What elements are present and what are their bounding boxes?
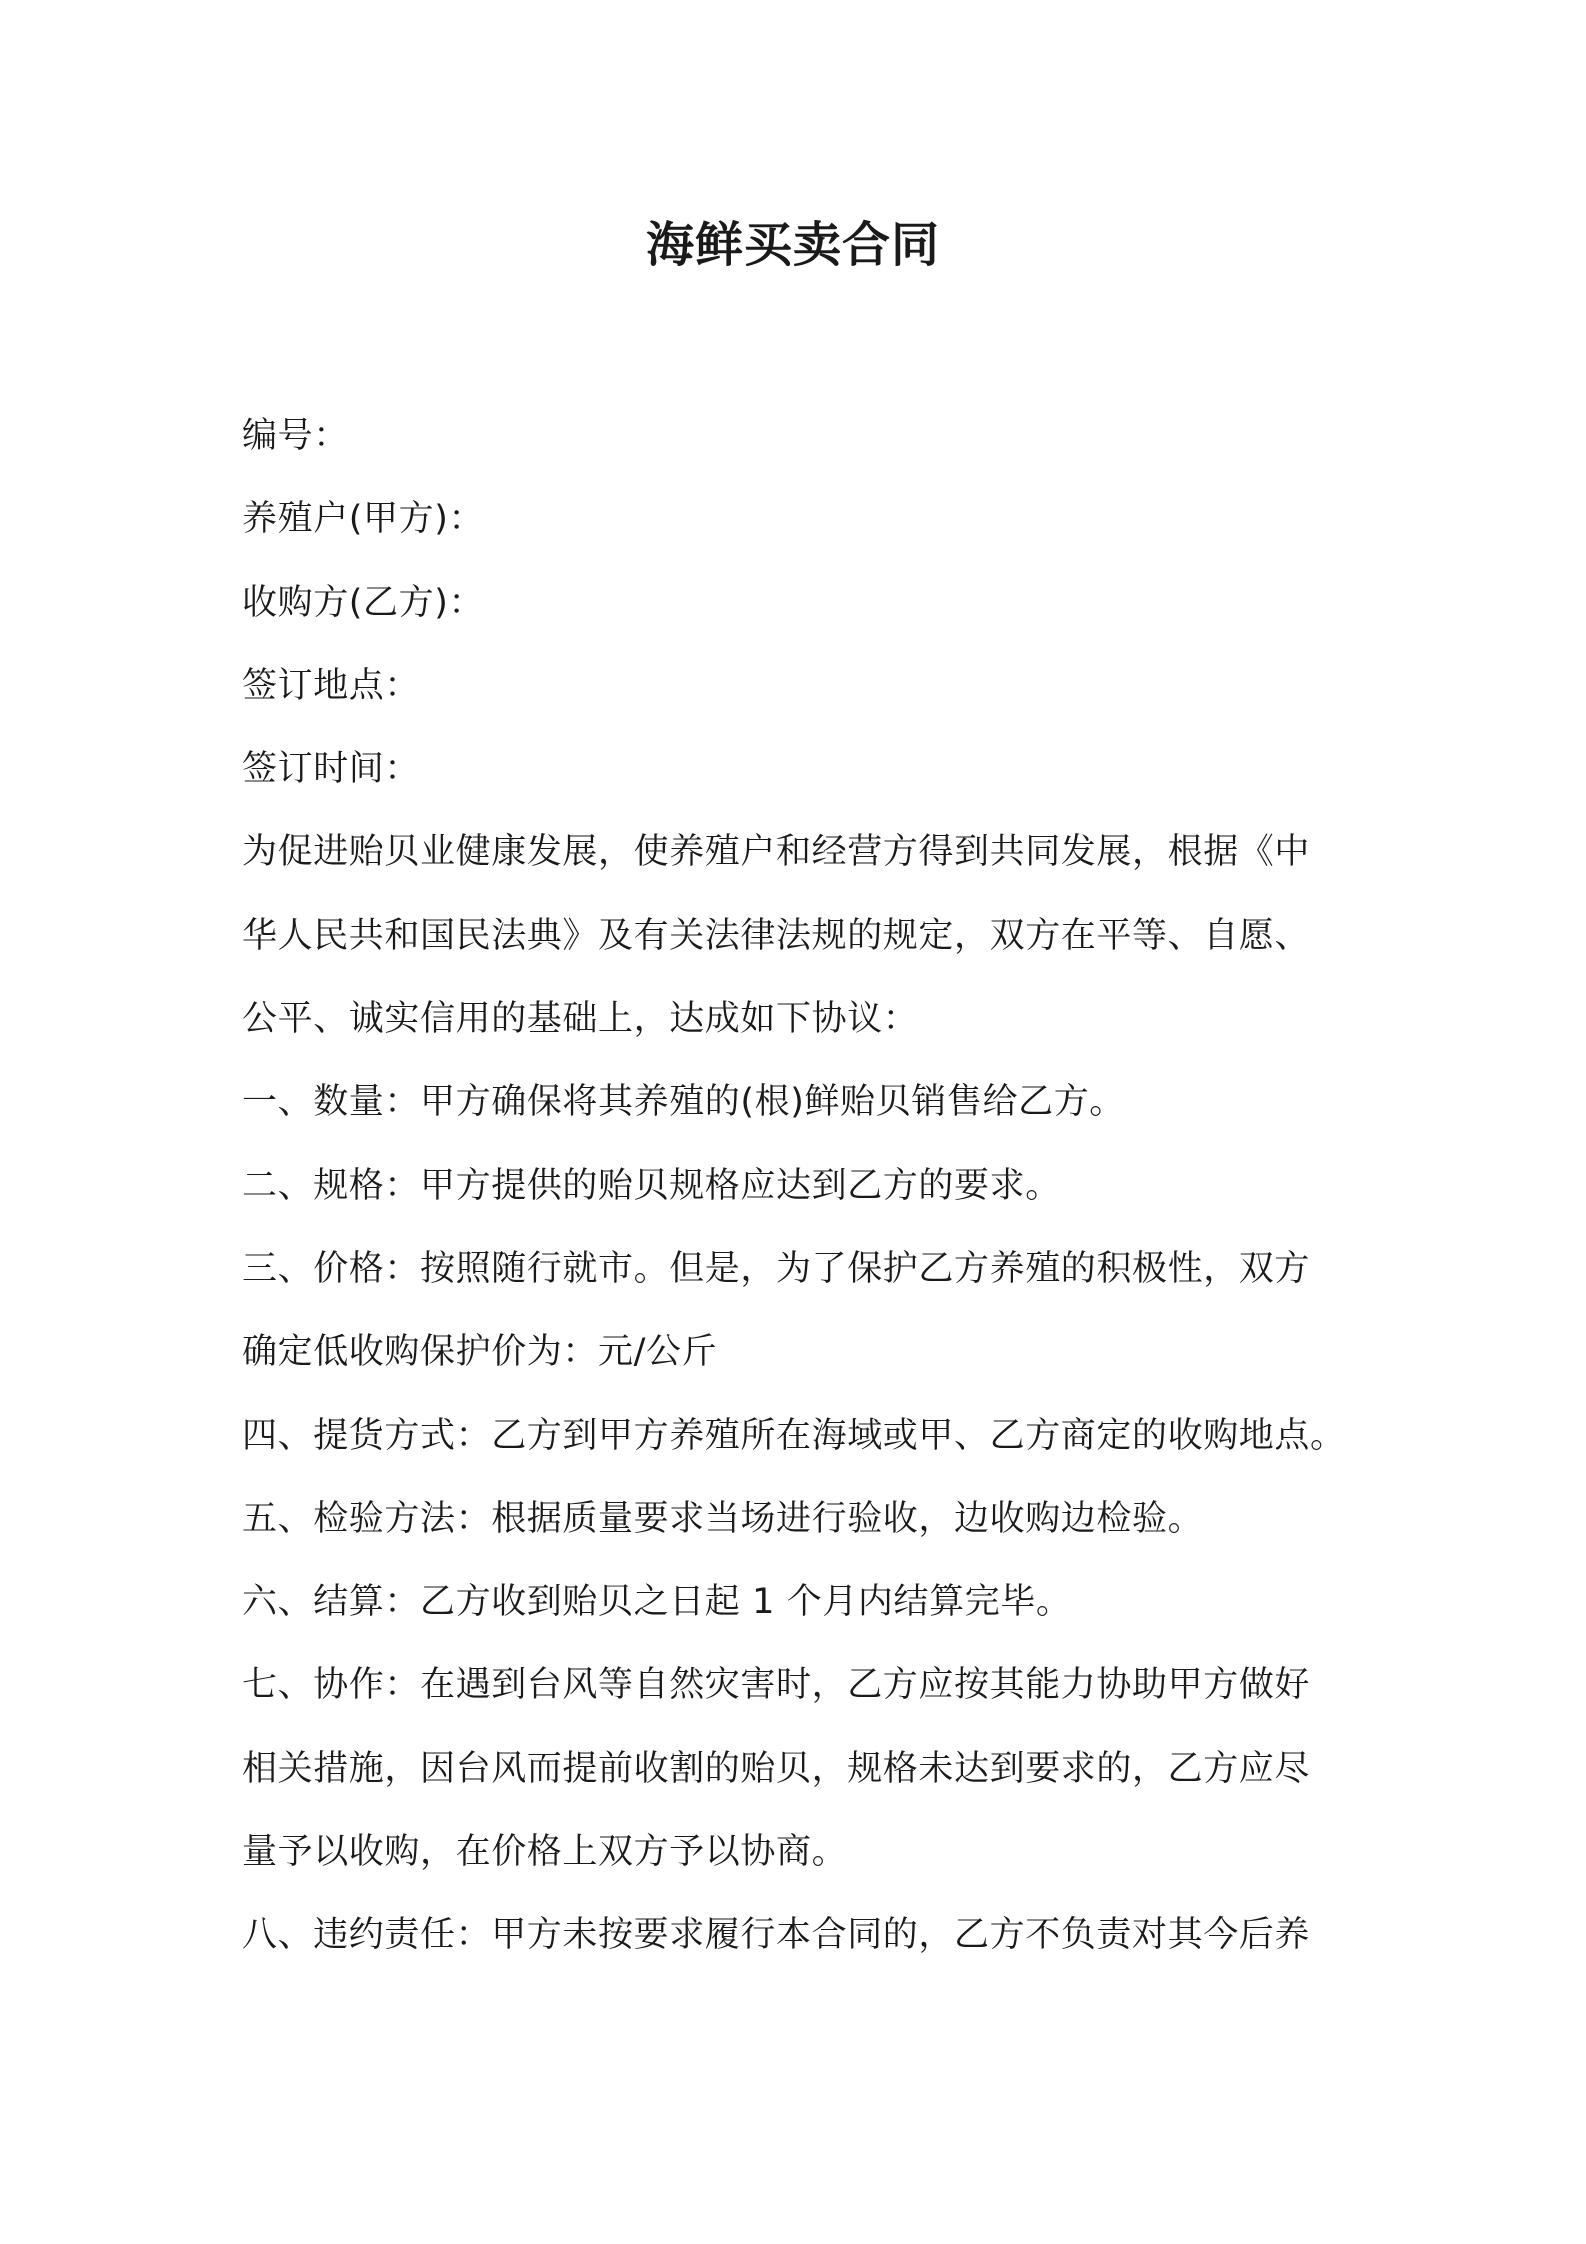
clause-inspection-method: 五、检验方法：根据质量要求当场进行验收，边收购边检验。 [242,1498,1204,1539]
clause-price: 三、价格：按照随行就市。但是，为了保护乙方养殖的积极性，双方 [242,1248,1311,1289]
clause-specification: 二、规格：甲方提供的贻贝规格应达到乙方的要求。 [242,1165,1061,1206]
clause-breach-liability: 八、违约责任：甲方未按要求履行本合同的，乙方不负责对其今后养 [242,1915,1311,1956]
clause-price-continued: 确定低收购保护价为：元/公斤 [242,1332,718,1373]
clause-settlement: 六、结算：乙方收到贻贝之日起 1 个月内结算完毕。 [242,1582,1072,1623]
clause-cooperation-continued: 量予以收购，在价格上双方予以协商。 [242,1832,848,1873]
header-field-party-a [242,478,1357,561]
header-field-party-b [242,562,1357,645]
clause-cooperation-continued: 相关措施，因台风而提前收割的贻贝，规格未达到要求的，乙方应尽 [242,1748,1311,1789]
field-label: 签订地点： [242,665,421,706]
field-label: 养殖户(甲方)： [242,499,485,540]
clause-delivery-method: 四、提货方式：乙方到甲方养殖所在海域或甲、乙方商定的收购地点。 [242,1415,1346,1456]
preamble-line: 为促进贻贝业健康发展，使养殖户和经营方得到共同发展，根据《中 [242,832,1311,873]
document-title: 海鲜买卖合同 [645,217,940,273]
preamble-line: 公平、诚实信用的基础上，达成如下协议： [242,999,919,1040]
preamble-line: 华人民共和国民法典》及有关法律法规的规定，双方在平等、自愿、 [242,915,1311,956]
header-field-contract-number [242,395,1357,478]
field-label: 收购方(乙方)： [242,582,485,623]
clause-cooperation: 七、协作：在遇到台风等自然灾害时，乙方应按其能力协助甲方做好 [242,1665,1311,1706]
clause-quantity: 一、数量：甲方确保将其养殖的(根)鲜贻贝销售给乙方。 [242,1082,1125,1123]
document-body [242,395,1357,1978]
header-field-signing-time [242,728,1357,811]
field-label: 编号： [242,416,349,456]
field-label: 签订时间： [242,749,421,790]
header-field-signing-place [242,645,1357,728]
